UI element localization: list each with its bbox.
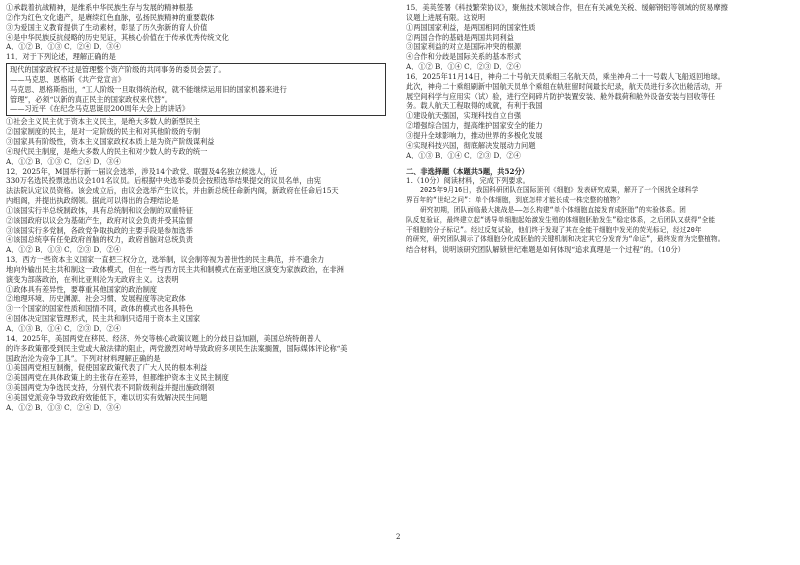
option-line: ①两国国家利益，是两国相同的国家性质	[406, 22, 536, 32]
option-line: ④合作和分歧是国际关系的基本形式	[406, 52, 522, 62]
question-stem: 展空间科学与应用实（试）验，进行空间碎片防护装置安装、舱外载荷和舱外设备安装与回收等任	[406, 91, 716, 101]
quote-line: 马克思、恩格斯指出，“工人阶级一旦取得统治权，就不能继续运用旧的国家机器来进行	[10, 84, 287, 94]
question-stem: 15．美英签署《科技繁荣协议》，聚焦技术领域合作，但在有关减免关税、缓解钢铝等领域的贸易摩擦	[406, 3, 728, 12]
question-stem: 内组阁，并提出执政纲领。据此可以得出的合理结论是	[6, 196, 179, 206]
passage-line: 干细胞的分子标记”。经过反复试验，他们终于发现了其在全能干细胞中发光的荧光标记，经过20年	[406, 225, 702, 234]
option-line: ④该国总统享有任免政府首脑的权力，政府首脑对总统负责	[6, 235, 193, 245]
question-prompt: 结合材料，说明该研究团队解锁世纪难题是如何体现“追求真理是一个过程”的。（10分）	[406, 245, 685, 255]
question-stem: 演变为部落政治，在利比亚则沦为无政府主义。这表明	[6, 274, 179, 284]
option-line: ①社会主义民主优于资本主义民主，是绝大多数人的新型民主	[6, 117, 201, 127]
passage-line: 的研究，研究团队揭示了体细胞分化成胚胎的关键机制和决定其它分发育为“命运”，最终发育为完整植物。	[406, 235, 725, 244]
right-column	[406, 3, 792, 255]
question-stem: 330万名选民投票选出议会101名议员。后根据中央选举委员会按照选举结果提交的议员名单，由宪	[6, 176, 321, 186]
answer-choices: A．①② B．①③ C．②④ D．③④	[6, 42, 121, 52]
option-line: ②该国政府以议会为基础产生，政府对议会负责并受其监督	[6, 215, 193, 225]
question-stem: 的许多政策都受到民主党或大赦法律的阻止，两党激烈对峙导致政府多项民生法案搁置，国际媒体评论称“美	[6, 343, 348, 353]
option-line: ①美国两党相互制衡，促使国家政策代表了广大人民的根本利益	[6, 363, 208, 373]
passage-line: 队反复验证，最终建立起“诱导单细胞起始激发生殖的体细胞胚胎发生”稳定体系，之后团队又获得“全能	[406, 215, 716, 224]
option-line: ①承载着抗战精神，是维系中华民族生存与发展的精神根基	[6, 3, 193, 12]
option-line: ②作为红色文化遗产，是赓续红色血脉，弘扬民族精神的重要载体	[6, 12, 215, 22]
quote-source: ——习近平《在纪念马克思诞辰200周年大会上的讲话》	[10, 104, 190, 114]
left-column	[6, 3, 390, 413]
option-line: ③国家具有阶级性，资本主义国家政权本质上是为资产阶级谋利益	[6, 136, 215, 146]
question-stem: 11．对于下列论述，理解正确的是	[6, 52, 116, 62]
option-line: ④是中华民族反抗侵略的历史见证，其核心价值在于传承优秀传统文化	[6, 32, 229, 42]
question-stem: 12．2025年，M国举行新一届议会选举，涉及14个政党、联盟及4名独立候选人，近	[6, 166, 278, 176]
option-line: ③国家利益的对立是国际冲突的根源	[406, 42, 522, 52]
option-line: ①该国实行半总统制政体，具有总统制和议会制的双重特征	[6, 205, 193, 215]
section-header: 二、非选择题（本题共5题，共52分）	[406, 166, 529, 176]
answer-choices: A．①③ B．①④ C．②③ D．②④	[406, 150, 521, 160]
option-line: ④美国党派竞争导致政府效能低下，难以切实有效解决民生问题	[6, 392, 208, 402]
page-number: 2	[396, 533, 401, 541]
option-line: ④现代民主制度，是绝大多数人的民主和对少数人的专政的统一	[6, 146, 208, 156]
option-line: ②美国两党在具体政策上的主张存在差异，但都维护资本主义民主制度	[6, 373, 229, 383]
option-line: ③该国实行多党制，各政党争取执政的主要手段是参加选举	[6, 225, 193, 235]
question-stem: 法法院认定议员资格。该会成立后，由议会选举产生议长，并由新总统任命新内阁，新政府在任命后15天	[6, 186, 339, 196]
option-line: ③提升全球影响力，推动世界的多极化发展	[406, 130, 543, 140]
question-stem: 地向外输出民主共和制这一政体模式，但在一些与西方民主共和制模式在南亚地区演变为家族政治，在非洲	[6, 264, 344, 274]
question-stem: 16．2025年11月14日，神舟二十号航天员乘组三名航天员，乘坐神舟二十一号载人飞船返回地球。	[406, 71, 725, 81]
option-line: ④实现科技兴国，彻底解决发展动力问题	[406, 140, 536, 150]
option-line: ③为爱国主义教育提供了生动素材，彰显了历久弥新的育人价值	[6, 22, 208, 32]
question-stem: 议题上进展有限。这说明	[406, 12, 486, 22]
option-line: ①政体具有差异性，要尊重其他国家的政治制度	[6, 284, 157, 294]
passage-line: 界百年的“世纪之问”：单个体细胞，到底怎样才能长成一株完整的植物？	[406, 196, 624, 205]
answer-choices: A．①② B．①③ C．②③ D．②④	[6, 245, 121, 255]
quote-source: ——马克思、恩格斯《共产党宣言》	[10, 74, 126, 84]
question-stem: 13．西方一些资本主义国家一直把三权分立，选举制，议会制等视为普世性的民主典范，并不遗余力	[6, 255, 325, 265]
option-line: ④国体决定国家管理形式，民主共和制只适用于资本主义国家	[6, 314, 201, 324]
option-line: ③一个国家的国家性质和国情不同，政体的模式也各具特色	[6, 304, 193, 314]
passage-line: 研究初期，团队面临最大挑战是——怎么构建“单个体细胞直接发育成胚胎”的实验体系。团	[420, 205, 686, 214]
quote-box	[6, 63, 386, 116]
option-line: ①建设航天强国，实现科技自立自强	[406, 111, 522, 121]
question-stem: 国政治沦为竞争工具”。下列对材料理解正确的是	[6, 353, 161, 363]
option-line: ②增强综合国力，提高维护国家安全的能力	[406, 121, 543, 131]
option-line: ③美国两党为争选民支持，分别代表不同阶级利益并提出施政纲领	[6, 383, 215, 393]
answer-choices: A．①② B．①④ C．②③ D．②④	[406, 62, 521, 72]
question-stem: 务。载人航天工程取得的成就，有利于我国	[406, 101, 543, 111]
answer-choices: A．①② B．①③ C．②④ D．③④	[6, 402, 121, 412]
passage-line: 2025年9月16日，我国科研团队在国际顶刊《细胞》发表研究成果，解开了一个困扰全球科学	[420, 186, 699, 195]
option-line: ②地理环境、历史渊源、社会习惯、发展程度等决定政体	[6, 294, 186, 304]
option-line: ②两国合作的基础是两国共同利益	[406, 32, 514, 42]
quote-line: 管理”，必须“以新的真正民主的国家政权来代替”。	[10, 94, 172, 104]
answer-choices: A．①② B．①③ C．②④ D．③④	[6, 156, 121, 166]
option-line: ②国家制度的民主，是对一定阶级的民主和对其他阶级的专制	[6, 127, 201, 137]
answer-choices: A．①③ B．①④ C．②③ D．②④	[6, 324, 121, 333]
question-stem: 此次，神舟二十乘组刷新中国航天员单个乘组在轨驻留时间最长纪录，航天员进行多次出舱活动，开	[406, 81, 723, 91]
question-stem: 14．2025年，美国两党在移民、经济、外交等核心政策议题上的分歧日益加剧，美国总统特朗普人	[6, 333, 321, 343]
quote-line: 现代的国家政权不过是管理整个资产阶级的共同事务的委员会罢了。	[10, 65, 226, 75]
question-intro: 1.（10分）阅读材料，完成下列要求。	[406, 176, 530, 186]
